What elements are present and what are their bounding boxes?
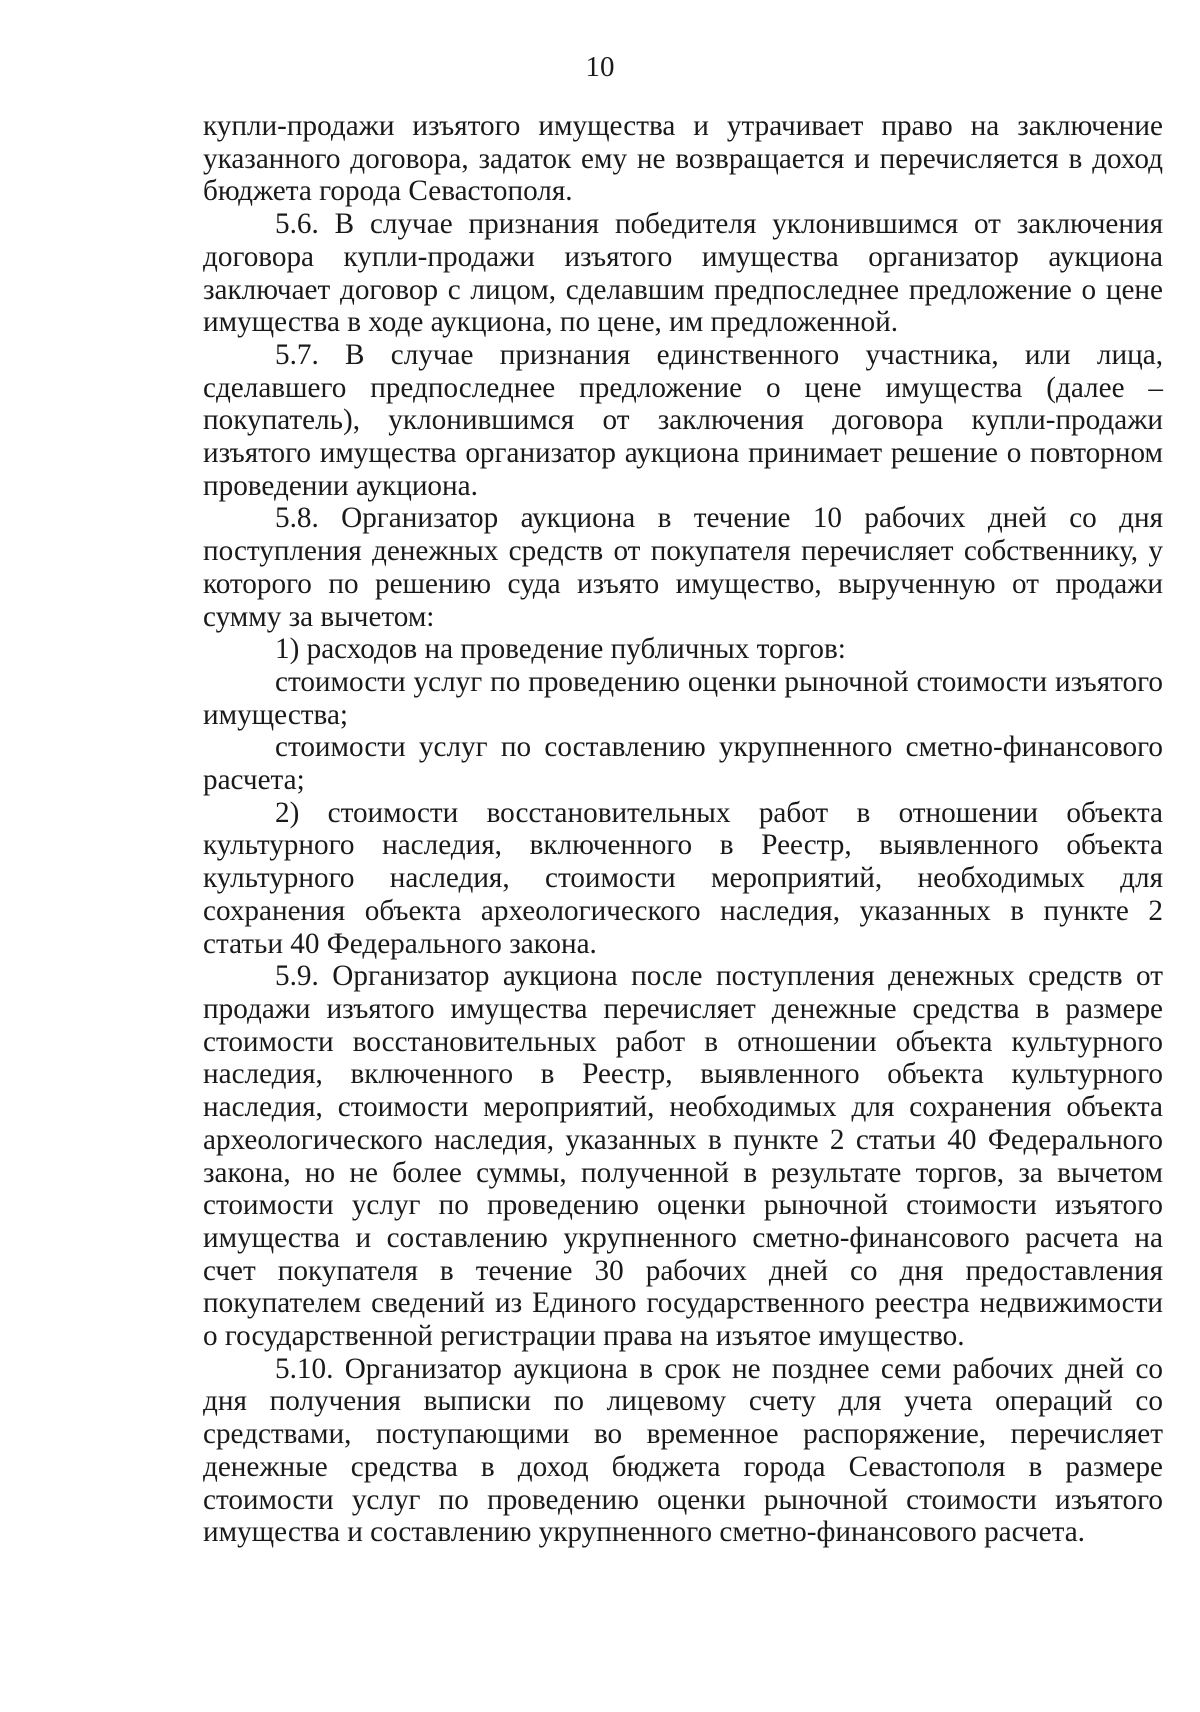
paragraph-5-6: 5.6. В случае признания победителя уклонившимся от заключения договора купли-продажи изъятого имущества организатор аукциона заключает договор с лицом, сделавшим предпоследнее предложение о цене имущества в ходе аукциона, по цене, им предложенной. (203, 208, 1163, 339)
list-subitem-estimate-cost: стоимости услуг по составлению укрупненного сметно-финансового расчета; (203, 731, 1163, 797)
list-subitem-valuation-cost: стоимости услуг по проведению оценки рыночной стоимости изъятого имущества; (203, 665, 1163, 731)
paragraph-5-8: 5.8. Организатор аукциона в течение 10 рабочих дней со дня поступления денежных средств от покупателя перечисляет собственнику, у которого по решению суда изъято имущество, вырученную от продажи сумму за вычетом: (203, 502, 1163, 633)
page-number: 10 (585, 51, 615, 83)
paragraph-continuation: купли-продажи изъятого имущества и утрачивает право на заключение указанного договора, задаток ему не возвращается и перечисляется в доход бюджета города Севастополя. (203, 110, 1163, 208)
paragraph-5-9: 5.9. Организатор аукциона после поступления денежных средств от продажи изъятого имущества перечисляет денежные средства в размере стоимости восстановительных работ в отношении объекта культурного наследия, включенного в Реестр, выявленного объекта культурного наследия, стоимости мероприятий, необходимых для сохранения объекта археологического наследия, указанных в пункте 2 статьи 40 Федерального закона, но не более суммы, полученной в результате торгов, за вычетом стоимости услуг по проведению оценки рыночной стоимости изъятого имущества и составлению укрупненного сметно-финансового расчета на счет покупателя в течение 30 рабочих дней со дня предоставления покупателем сведений из Единого государственного реестра недвижимости о государственной регистрации права на изъятое имущество. (203, 960, 1163, 1353)
document-body (203, 110, 1163, 1549)
list-item-5-8-2: 2) стоимости восстановительных работ в отношении объекта культурного наследия, включенного в Реестр, выявленного объекта культурного наследия, стоимости мероприятий, необходимых для сохранения объекта археологического наследия, указанных в пункте 2 статьи 40 Федерального закона. (203, 796, 1163, 960)
paragraph-5-7: 5.7. В случае признания единственного участника, или лица, сделавшего предпоследнее предложение о цене имущества (далее – покупатель), уклонившимся от заключения договора купли-продажи изъятого имущества организатор аукциона принимает решение о повторном проведении аукциона. (203, 338, 1163, 502)
list-item-5-8-1: 1) расходов на проведение публичных торгов: (275, 633, 846, 666)
paragraph-5-10: 5.10. Организатор аукциона в срок не позднее семи рабочих дней со дня получения выписки по лицевому счету для учета операций со средствами, поступающими во временное распоряжение, перечисляет денежные средства в доход бюджета города Севастополя в размере стоимости услуг по проведению оценки рыночной стоимости изъятого имущества и составлению укрупненного сметно-финансового расчета. (203, 1352, 1163, 1549)
